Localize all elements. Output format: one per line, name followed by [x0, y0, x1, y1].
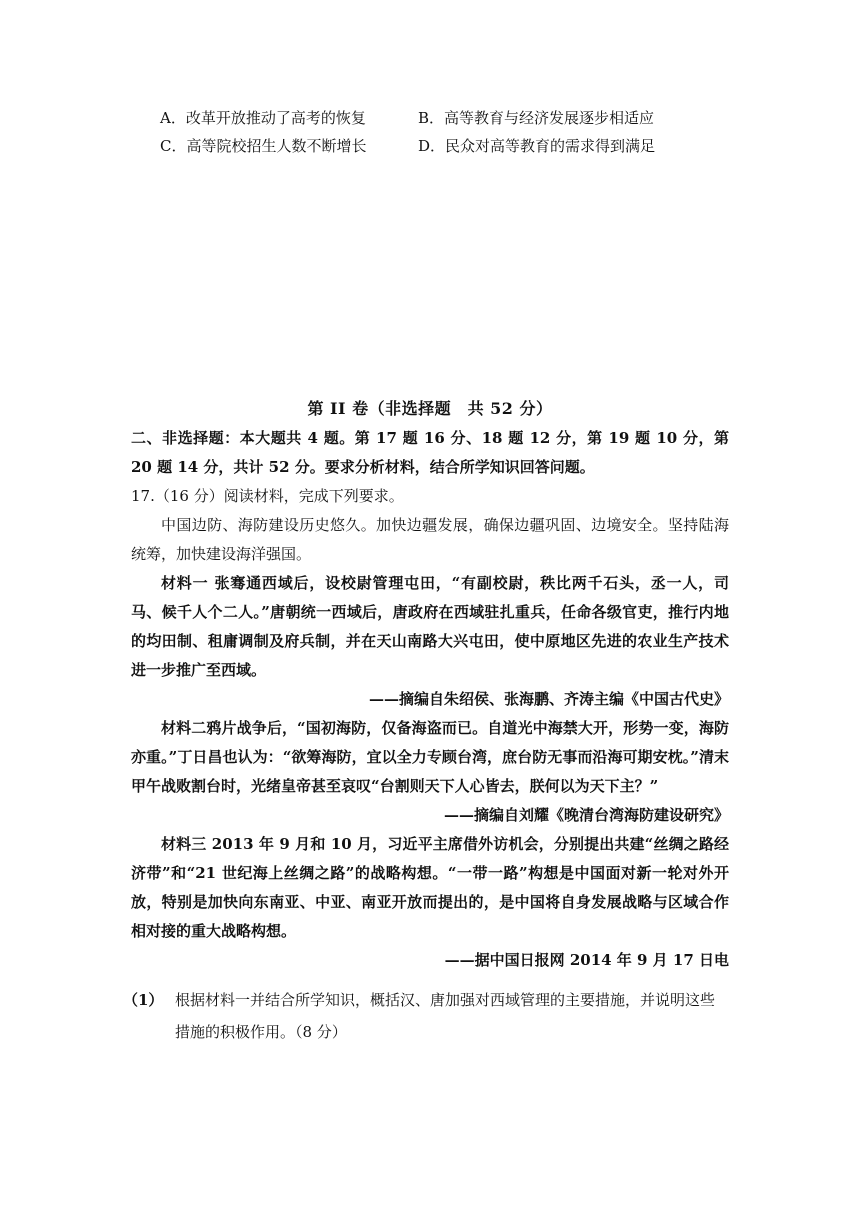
subquestion-one [123, 984, 729, 1048]
source-one: ——摘编自朱绍侯、张海鹏、齐涛主编《中国古代史》 [368, 690, 729, 708]
option-d: D．民众对高等教育的需求得到满足 [418, 137, 656, 155]
material-three: 材料三 2013 年 9 月和 10 月，习近平主席借外访机会，分别提出共建“丝绸之路经济带”和“21 世纪海上丝绸之路”的战略构想。“一带一路”构想是中国面对新一轮对外开放，特别是加快向东南亚、中亚、南亚开放而提出的，是中国将自身发展战略与区域合作相对接的重大战略构想。 [131, 835, 729, 940]
section-title: 第 II 卷（非选择题 共 52 分） [307, 399, 553, 418]
material-one: 材料一 张骞通西域后，设校尉管理屯田，“有副校尉，秩比两千石头，丞一人，司马、候千人个二人。”唐朝统一西域后，唐政府在西域驻扎重兵，任命各级官吏，推行内地的均田制、租庸调制及府兵制，并在天山南路大兴屯田，使中原地区先进的农业生产技术进一步推广至西域。 [131, 574, 729, 679]
question-heading: 17.（16 分）阅读材料，完成下列要求。 [131, 487, 404, 505]
question-intro: 中国边防、海防建设历史悠久。加快边疆发展，确保边疆巩固、边境安全。坚持陆海统筹，加快建设海洋强国。 [131, 516, 729, 563]
option-a: A．改革开放推动了高考的恢复 [160, 109, 366, 127]
subquestion-text: 根据材料一并结合所学知识，概括汉、唐加强对西域管理的主要措施，并说明这些措施的积极作用。（8 分） [175, 991, 716, 1041]
source-three: ——据中国日报网 2014 年 9 月 17 日电 [444, 951, 729, 969]
subquestion-number: （1） [123, 991, 164, 1009]
question-content [131, 424, 729, 975]
instructions-text: 二、非选择题：本大题共 4 题。第 17 题 16 分、18 题 12 分，第 19 题 10 分，第 20 题 14 分，共计 52 分。要求分析材料，结合所学知识回答问题。 [131, 429, 729, 476]
option-b: B．高等教育与经济发展逐步相适应 [418, 109, 655, 127]
material-two: 材料二鸦片战争后，“国初海防，仅备海盗而已。自道光中海禁大开，形势一变，海防亦重。”丁日昌也认为：“欲筹海防，宜以全力专顾台湾，庶台防无事而沿海可期安枕。”清末甲午战败割台时，光绪皇帝甚至哀叹“台割则天下人心皆去，朕何以为天下主？” [131, 719, 729, 795]
option-c: C．高等院校招生人数不断增长 [160, 137, 367, 155]
source-two: ——摘编自刘耀《晚清台湾海防建设研究》 [443, 806, 729, 824]
options-row-2 [160, 132, 720, 160]
subquestion-row [123, 984, 729, 1048]
options-row-1 [160, 104, 720, 132]
answer-options [160, 104, 720, 160]
